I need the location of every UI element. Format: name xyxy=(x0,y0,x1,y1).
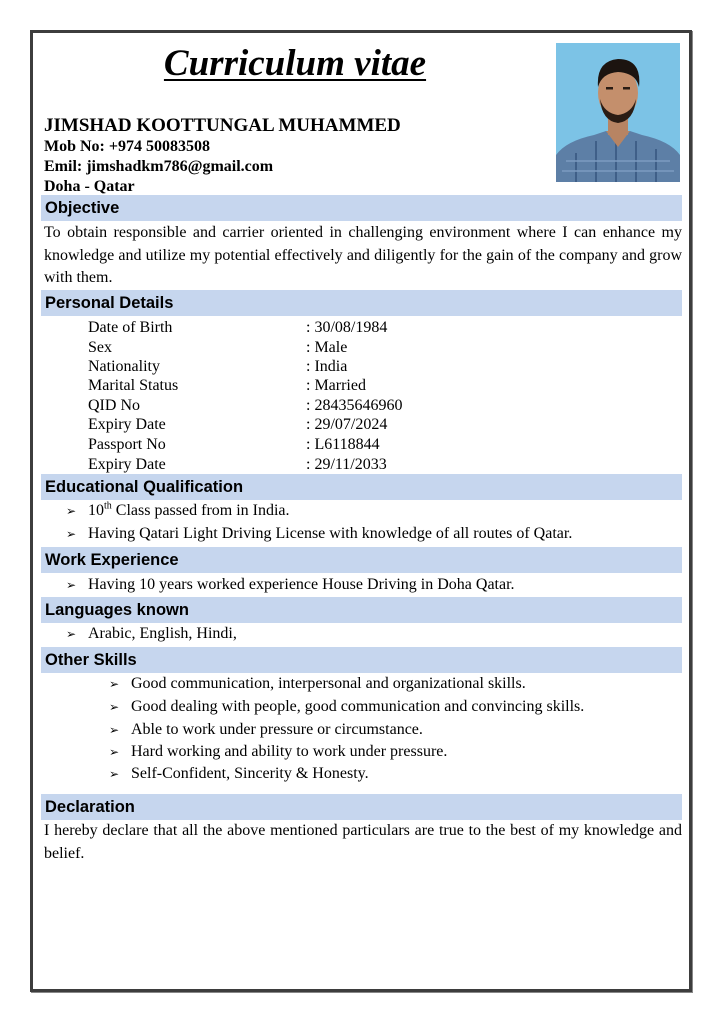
detail-label: Date of Birth xyxy=(88,319,173,336)
profile-photo xyxy=(556,43,680,182)
detail-row xyxy=(88,318,488,338)
list-item xyxy=(109,673,526,695)
detail-value: : India xyxy=(306,358,348,375)
work-item-text: Having 10 years worked experience House Driving in Doha Qatar. xyxy=(88,576,515,593)
detail-row xyxy=(88,338,488,358)
page-title: Curriculum vitae xyxy=(163,43,427,84)
objective-text: To obtain responsible and carrier oriented in challenging environment where I can enhance my knowledge and utilize my potential effectively and diligently for the gain of the company and grow with them. xyxy=(44,224,682,286)
detail-value: : 30/08/1984 xyxy=(306,319,388,336)
detail-label: Passport No xyxy=(88,436,166,453)
arrow-bullet-icon: ➢ xyxy=(66,627,77,641)
declaration-text: I hereby declare that all the above mentioned particulars are true to the best of my knowledge and belief. xyxy=(44,822,682,862)
arrow-bullet-icon: ➢ xyxy=(109,700,120,714)
detail-value: : Married xyxy=(306,377,366,394)
arrow-bullet-icon: ➢ xyxy=(109,745,120,759)
arrow-bullet-icon: ➢ xyxy=(109,677,120,691)
section-heading-work-experience: Work Experience xyxy=(41,547,682,573)
arrow-bullet-icon: ➢ xyxy=(66,504,77,518)
location: Doha - Qatar xyxy=(44,178,135,195)
detail-row xyxy=(88,357,488,377)
list-item xyxy=(66,500,290,522)
languages-item-text: Arabic, English, Hindi, xyxy=(88,625,237,642)
detail-row xyxy=(88,415,488,435)
candidate-name: JIMSHAD KOOTTUNGAL MUHAMMED xyxy=(44,115,401,136)
section-heading-languages: Languages known xyxy=(41,597,682,623)
detail-value: : 28435646960 xyxy=(306,397,403,414)
detail-row xyxy=(88,455,488,475)
detail-row xyxy=(88,376,488,396)
list-item xyxy=(109,696,584,718)
detail-value: : L6118844 xyxy=(306,436,380,453)
detail-label: Nationality xyxy=(88,358,160,375)
mobile-number: Mob No: +974 50083508 xyxy=(44,138,210,155)
section-heading-objective: Objective xyxy=(41,195,682,221)
arrow-bullet-icon: ➢ xyxy=(109,767,120,781)
detail-label: Expiry Date xyxy=(88,416,166,433)
section-heading-personal-details: Personal Details xyxy=(41,290,682,316)
skill-item-text: Self-Confident, Sincerity & Honesty. xyxy=(131,765,369,782)
detail-label: QID No xyxy=(88,397,140,414)
detail-label: Expiry Date xyxy=(88,456,166,473)
detail-label: Marital Status xyxy=(88,377,179,394)
detail-row xyxy=(88,396,488,416)
detail-value: : Male xyxy=(306,339,348,356)
education-item-text: Having Qatari Light Driving License with knowledge of all routes of Qatar. xyxy=(88,525,573,542)
list-item xyxy=(66,523,572,545)
skill-item-text: Good dealing with people, good communication and convincing skills. xyxy=(131,698,585,715)
section-heading-other-skills: Other Skills xyxy=(41,647,682,673)
skill-item-text: Able to work under pressure or circumstance. xyxy=(131,721,423,738)
email-address: Emil: jimshadkm786@gmail.com xyxy=(44,158,274,175)
skill-item-text: Good communication, interpersonal and organizational skills. xyxy=(131,675,526,692)
list-item xyxy=(66,623,237,645)
section-heading-education: Educational Qualification xyxy=(41,474,682,500)
list-item xyxy=(109,719,423,741)
skill-item-text: Hard working and ability to work under pressure. xyxy=(131,743,448,760)
arrow-bullet-icon: ➢ xyxy=(66,527,77,541)
arrow-bullet-icon: ➢ xyxy=(66,578,77,592)
list-item xyxy=(109,741,447,763)
detail-label: Sex xyxy=(88,339,112,356)
detail-value: : 29/11/2033 xyxy=(306,456,387,473)
education-item-text: 10th Class passed from in India. xyxy=(88,500,290,519)
arrow-bullet-icon: ➢ xyxy=(109,723,120,737)
list-item xyxy=(66,574,515,596)
list-item xyxy=(109,763,369,785)
section-heading-declaration: Declaration xyxy=(41,794,682,820)
detail-row xyxy=(88,435,488,455)
detail-value: : 29/07/2024 xyxy=(306,416,388,433)
